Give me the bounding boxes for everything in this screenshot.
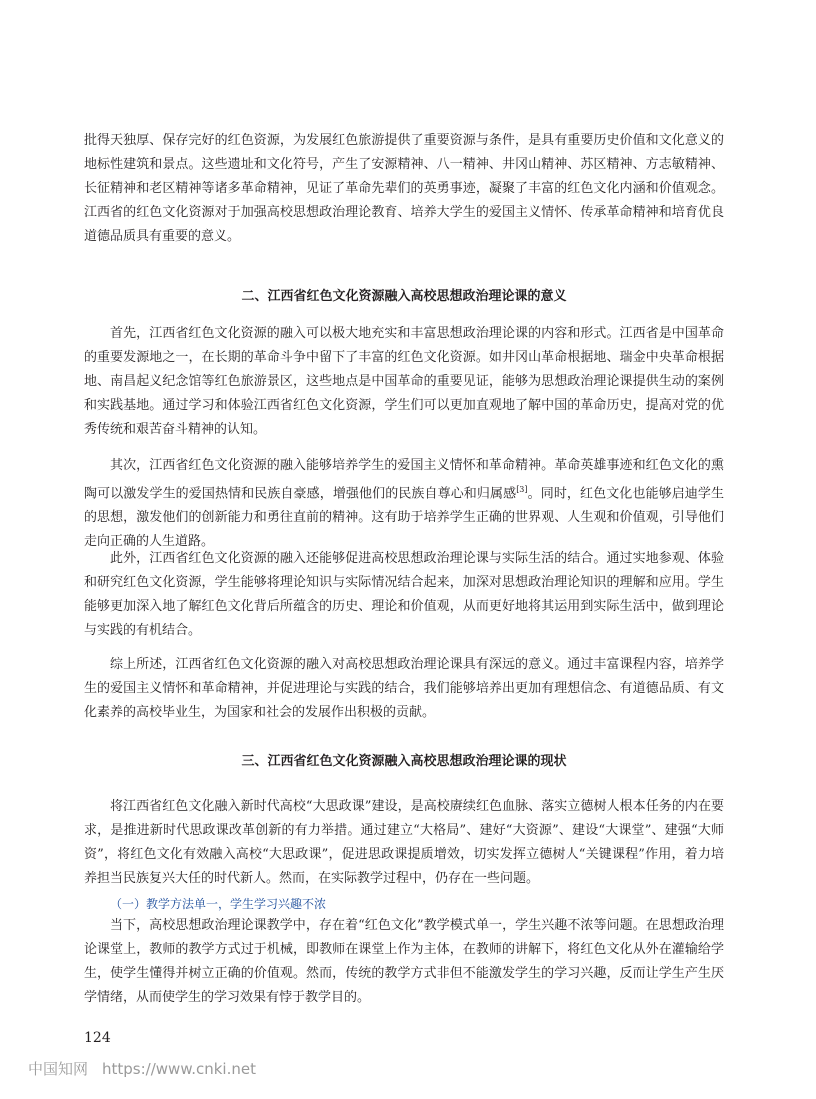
subsection-heading-1: （一）教学方法单一，学生学习兴趣不浓 <box>110 897 327 911</box>
cnki-url[interactable]: https://www.cnki.net <box>102 1060 256 1078</box>
paragraph-first: 首先，江西省红色文化资源的融入可以极大地充实和丰富思想政治理论课的内容和形式。江西省是中国革命的重要发源地之一，在长期的革命斗争中留下了丰富的红色文化资源。如井冈山革命根据地、瑞金中央革命根据地、南昌起义纪念馆等红色旅游景区，这些地点是中国革命的重要见证，能够为思想政治理论课提供生动的案例和实践基地。通过学习和体验江西省红色文化资源，学生们可以更加直观地了解中国的革命历史，提高对党的优秀传统和艰苦奋斗精神的认知。 <box>84 326 724 437</box>
paragraph-third: 此外，江西省红色文化资源的融入还能够促进高校思想政治理论课与实际生活的结合。通过实地参观、体验和研究红色文化资源，学生能够将理论知识与实际情况结合起来，加深对思想政治理论知识的理解和应用。学生能够更加深入地了解红色文化背后所蕴含的历史、理论和价值观，从而更好地将其运用到实际生活中，做到理论与实践的有机结合。 <box>84 551 724 638</box>
section-heading-2: 二、江西省红色文化资源融入高校思想政治理论课的意义 <box>241 289 567 304</box>
paragraph-second-text-a: 其次，江西省红色文化资源的融入能够培养学生的爱国主义情怀和革命精神。革命英雄事迹和红色文化的熏陶可以激发学生的爱国热情和民族自豪感，增强他们的民族自尊心和归属感 <box>84 458 724 502</box>
paragraph-second <box>84 454 724 554</box>
cnki-brand: 中国知网 <box>28 1060 89 1078</box>
paragraph-second-text-b: 。同时，红色文化也能够启迪学生的思想，激发他们的创新能力和勇往直前的精神。这有助于培养学生正确的世界观、人生观和价值观，引导他们走向正确的人生道路。 <box>84 486 724 550</box>
paragraph-teaching-methods: 当下，高校思想政治理论课教学中，存在着“红色文化”教学模式单一，学生兴趣不浓等问题。在思想政治理论课堂上，教师的教学方式过于机械，即教师在课堂上作为主体，在教师的讲解下，将红色文化从外在灌输给学生，使学生懂得并树立正确的价值观。然而，传统的教学方式非但不能激发学生的学习兴趣，反而让学生产生厌学情绪，从而使学生的学习效果有悖于教学目的。 <box>84 918 724 1005</box>
paragraph-current-state: 将江西省红色文化融入新时代高校“大思政课”建设，是高校赓续红色血脉、落实立德树人根本任务的内在要求，是推进新时代思政课改革创新的有力举措。通过建立“大格局”、建好“大资源”、建设“大课堂”、建强“大师资”，将红色文化有效融入高校“大思政课”，促进思政课提质增效，切实发挥立德树人“关键课程”作用，着力培养担当民族复兴大任的时代新人。然而，在实际教学过程中，仍存在一些问题。 <box>84 799 724 886</box>
paragraph-summary: 综上所述，江西省红色文化资源的融入对高校思想政治理论课具有深远的意义。通过丰富课程内容，培养学生的爱国主义情怀和革命精神，并促进理论与实践的结合，我们能够培养出更加有理想信念、有道德品质、有文化素养的高校毕业生，为国家和社会的发展作出积极的贡献。 <box>84 657 724 720</box>
citation-ref[interactable]: [3] <box>516 485 528 494</box>
section-heading-3: 三、江西省红色文化资源融入高校思想政治理论课的现状 <box>241 754 567 769</box>
watermark-footer <box>28 1058 256 1079</box>
page-number: 124 <box>84 1030 111 1046</box>
paragraph-continued: 批得天独厚、保存完好的红色资源，为发展红色旅游提供了重要资源与条件，是具有重要历史价值和文化意义的地标性建筑和景点。这些遗址和文化符号，产生了安源精神、八一精神、井冈山精神、苏区精神、方志敏精神、长征精神和老区精神等诸多革命精神，见证了革命先辈们的英勇事迹，凝聚了丰富的红色文化内涵和价值观念。江西省的红色文化资源对于加强高校思想政治理论教育、培养大学生的爱国主义情怀、传承革命精神和培育优良道德品质具有重要的意义。 <box>84 133 724 244</box>
